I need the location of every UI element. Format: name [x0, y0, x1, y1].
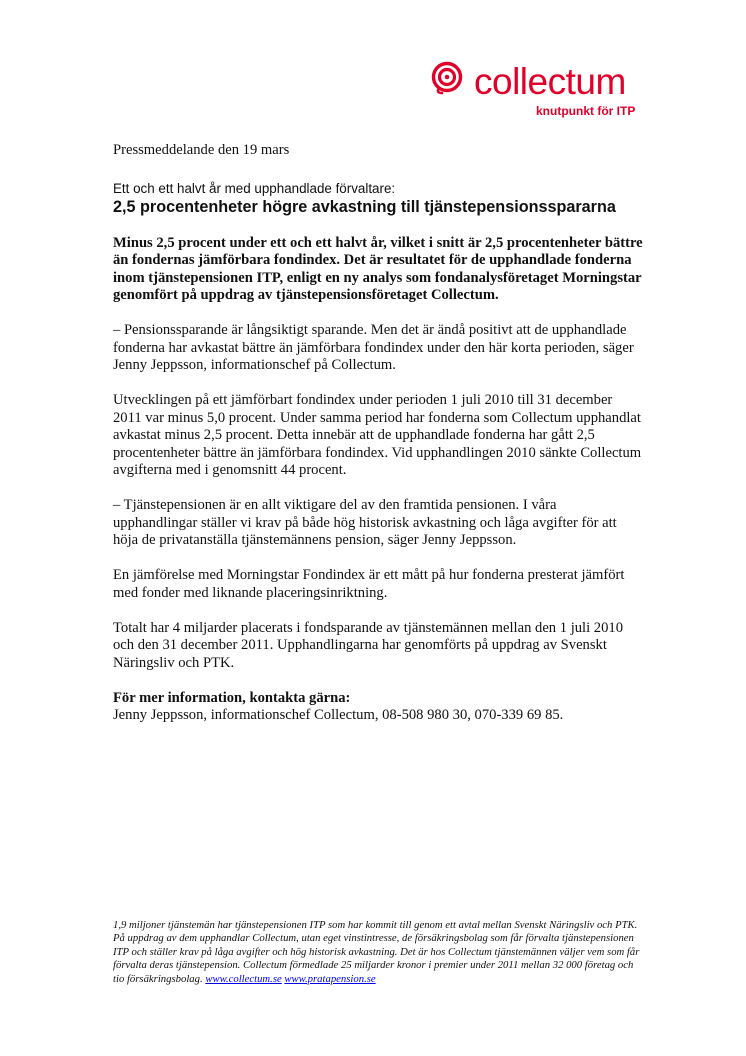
lead-paragraph: Minus 2,5 procent under ett och ett halvt år, vilket i snitt är 2,5 procentenheter bättre än fondernas jämförbara fondindex. Det är resultatet för de upphandlade fonderna inom tjänstepensionen ITP, enligt en ny analys som fondanalysföretaget Morningstar genomfört på uppdrag av tjänstepensionsföretaget Collectum. — [113, 234, 643, 303]
body-paragraph-1: – Pensionssparande är långsiktigt sparande. Men det är ändå positivt att de upphandlade fonderna har avkastat bättre än jämförbara fondindex under den här korta perioden, säger Jenny Jeppsson, informationschef på Collectum. — [113, 322, 634, 373]
pratapension-link[interactable]: www.pratapension.se — [284, 972, 376, 985]
footer-text: 1,9 miljoner tjänstemän har tjänstepensionen ITP som har kommit till genom ett avtal mellan Svenskt Näringsliv och PTK. På uppdrag av dem upphandlar Collectum, utan eget vinstintresse, de försäkringsbolag som får förvalta tjänstepensionen ITP och ställer krav på låga avgifter och hög historisk avkastning. Det är hos Collectum tjänstemännen väljer vem som får förvalta deras tjänstepension. Collectum förmedlade 25 miljarder kronor i premier under 2011 mellan 32 000 företag och tio försäkringsbolag. — [113, 919, 640, 985]
page-title: 2,5 procentenheter högre avkastning till tjänstepensionsspararna — [113, 197, 616, 216]
logo-tagline: knutpunkt för ITP — [536, 104, 636, 118]
contact-heading: För mer information, kontakta gärna: — [113, 689, 351, 706]
collectum-logo — [430, 60, 650, 120]
dateline: Pressmeddelande den 19 mars — [113, 142, 290, 158]
body-paragraph-2: Utvecklingen på ett jämförbart fondindex under perioden 1 juli 2010 till 31 december 2011 var minus 5,0 procent. Under samma period har fonderna som Collectum upphandlat avkastat minus 2,5 procent. Detta innebär att de upphandlade fonderna har gått 2,5 procentenheter bättre än jämförbara fondindex. Vid upphandlingen 2010 sänkte Collectum avgifterna med i genomsnitt 44 procent. — [113, 392, 642, 478]
kicker: Ett och ett halvt år med upphandlade förvaltare: — [113, 180, 396, 196]
body-paragraph-4: En jämförelse med Morningstar Fondindex är ett mått på hur fonderna presterat jämfört med fonder med liknande placeringsinriktning. — [113, 567, 625, 601]
body-paragraph-5: Totalt har 4 miljarder placerats i fondsparande av tjänstemännen mellan den 1 juli 2010 och den 31 december 2011. Upphandlingarna har genomförts på uppdrag av Svenskt Näringsliv och PTK. — [113, 619, 623, 671]
press-release-body — [113, 142, 643, 725]
contact-line: Jenny Jeppsson, informationschef Collectum, 08-508 980 30, 070-339 69 85. — [113, 707, 564, 723]
collectum-link[interactable]: www.collectum.se — [205, 972, 282, 985]
logo-wordmark: collectum — [474, 61, 626, 102]
body-paragraph-3: – Tjänstepensionen är en allt viktigare del av den framtida pensionen. I våra upphandlingar ställer vi krav på både hög historisk avkastning och låga avgifter för att höja de privatanställa tjänstemännens pension, säger Jenny Jeppsson. — [113, 497, 617, 548]
collectum-ring-icon — [430, 60, 474, 104]
footer-note — [113, 919, 643, 986]
